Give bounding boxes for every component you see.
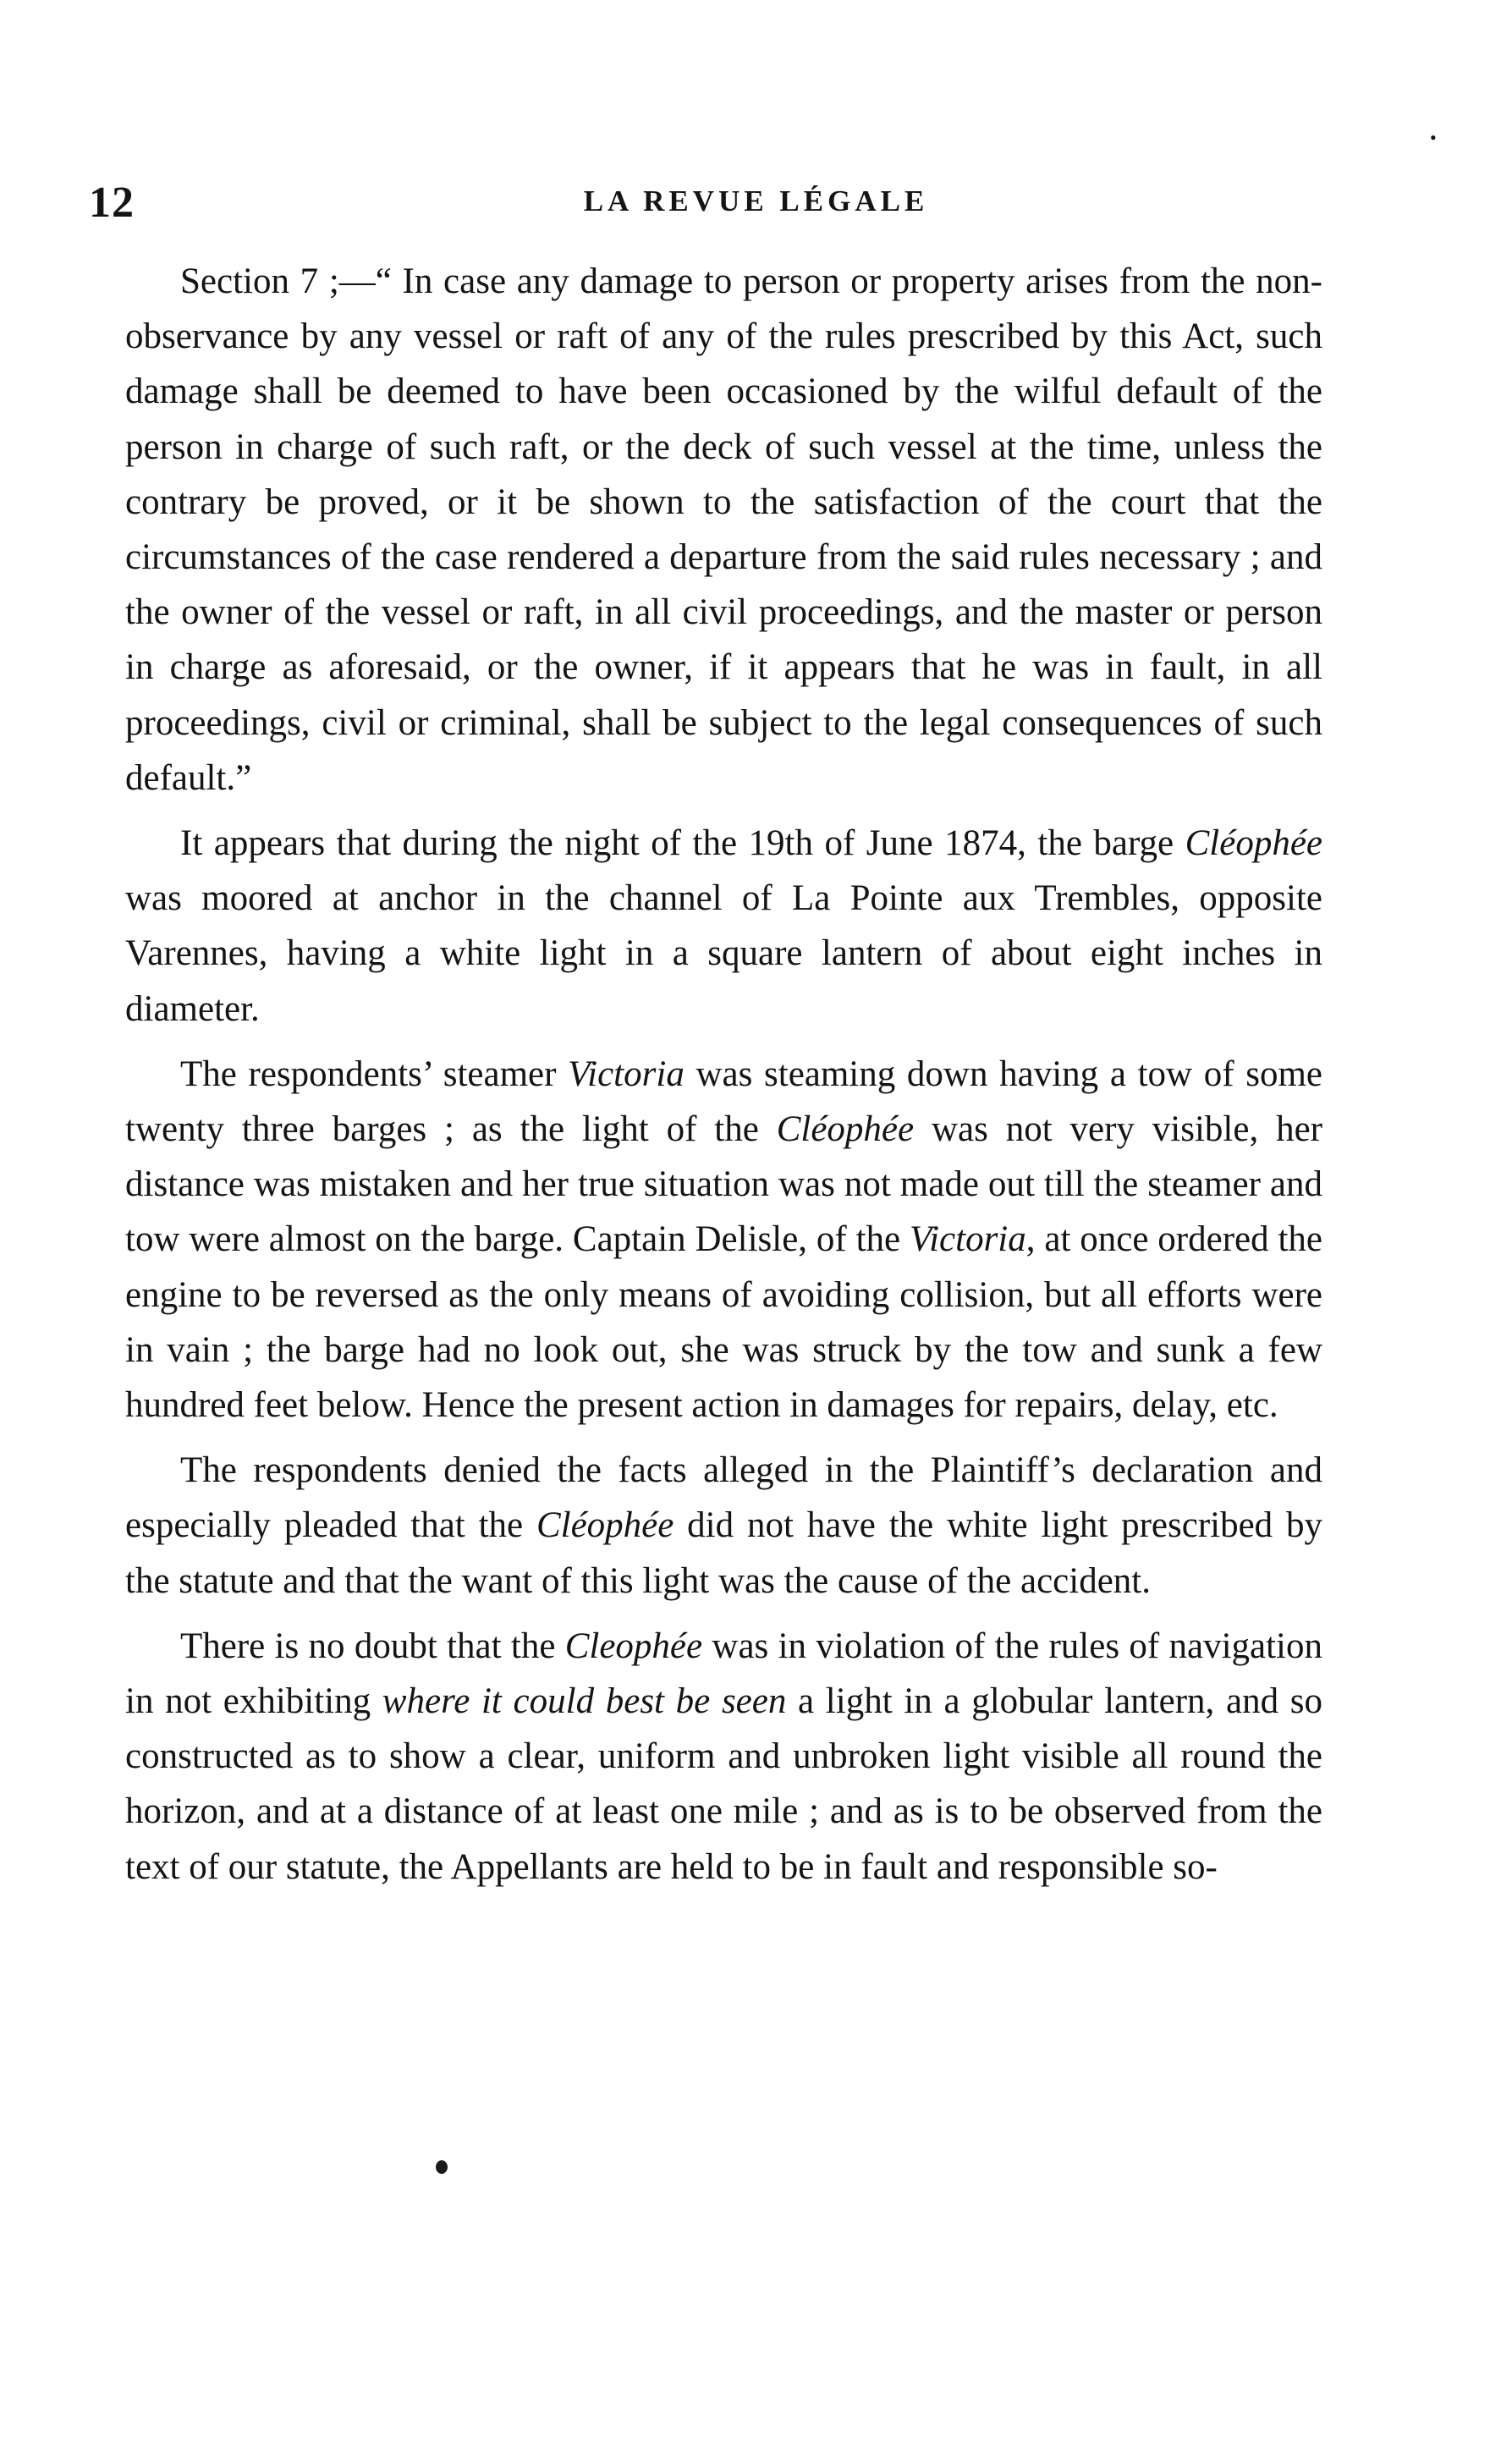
body-text <box>125 254 1322 1905</box>
paragraph-text: was not very visible, her distance was mistaken and her true situation was not made out till the steamer and tow were almost on the barge. Captain Delisle, of the <box>125 1109 1322 1260</box>
paragraph-finding <box>125 1619 1322 1895</box>
corner-ink-mark: • <box>1430 127 1437 148</box>
paragraph-text: was in violation of the rules of navigation in not exhibiting <box>125 1626 1322 1722</box>
paragraph-text: was moored at anchor in the channel of La Pointe aux Trembles, opposite Varennes, having a white light in a square lantern of about eight inches in diameter. <box>125 878 1322 1029</box>
paragraph-text: a light in a globular lantern, and so constructed as to show a clear, uniform and unbroken light visible all round the horizon, and at a distance of at least one mile ; and as is to be observed from the text of our statute, the Appellants are held to be in fault and responsible so- <box>125 1681 1322 1887</box>
paragraph-text: did not have the white light prescribed by the statute and that the want of this light was the cause of the accident. <box>125 1505 1323 1601</box>
paragraph-section-7-quote <box>125 254 1322 806</box>
paragraph-text: Section 7 ;—“ In case any damage to person or property arises from the non-observance by any vessel or raft of any of the rules prescribed by this Act, such damage shall be deemed to have been occasioned by the wilful default of the person in charge of such raft, or the deck of such vessel at the time, unless the contrary be proved, or it be shown to the satisfaction of the court that the circumstances of the case rendered a departure from the said rules necessary ; and the owner of the vessel or raft, in all civil proceedings, and the master or person in charge as aforesaid, or the owner, if it appears that he was in fault, in all proceedings, civil or criminal, shall be subject to the legal consequences of such default.” <box>125 261 1322 798</box>
running-title: LA REVUE LÉGALE <box>583 184 929 217</box>
page-header <box>0 178 1512 228</box>
paragraph-text: The respondents denied the facts alleged in the Plaintiff’s declaration and especially pleaded that the <box>125 1450 1322 1546</box>
vessel-name: Cléophée <box>536 1505 674 1546</box>
vessel-name: Cleophée <box>564 1626 703 1666</box>
bottom-ink-dot <box>436 2160 448 2174</box>
vessel-name: Victoria <box>568 1053 685 1094</box>
paragraph-text: The respondents’ steamer <box>180 1053 569 1094</box>
page-number: 12 <box>89 179 135 227</box>
emphasis-phrase: where it could best be seen <box>382 1681 787 1722</box>
paragraph-text: There is no doubt that the <box>180 1626 565 1666</box>
paragraph-text: was steaming down having a tow of some twenty three barges ; as the light of the <box>125 1053 1322 1150</box>
vessel-name: Cléophée <box>1185 823 1322 864</box>
paragraph-text: It appears that during the night of the 19th of June 1874, the barge <box>180 823 1185 864</box>
paragraph-collision <box>125 1047 1322 1433</box>
paragraph-defence <box>125 1443 1322 1609</box>
paragraph-text: , at once ordered the engine to be reversed as the only means of avoiding collision, but all efforts were in vain ; the barge had no look out, she was struck by the tow and sunk a few hundred feet below. Hence the present action in damages for repairs, delay, etc. <box>125 1219 1323 1426</box>
paragraph-facts <box>125 816 1322 1037</box>
vessel-name: Victoria <box>910 1219 1026 1260</box>
vessel-name: Cléophée <box>776 1109 915 1150</box>
